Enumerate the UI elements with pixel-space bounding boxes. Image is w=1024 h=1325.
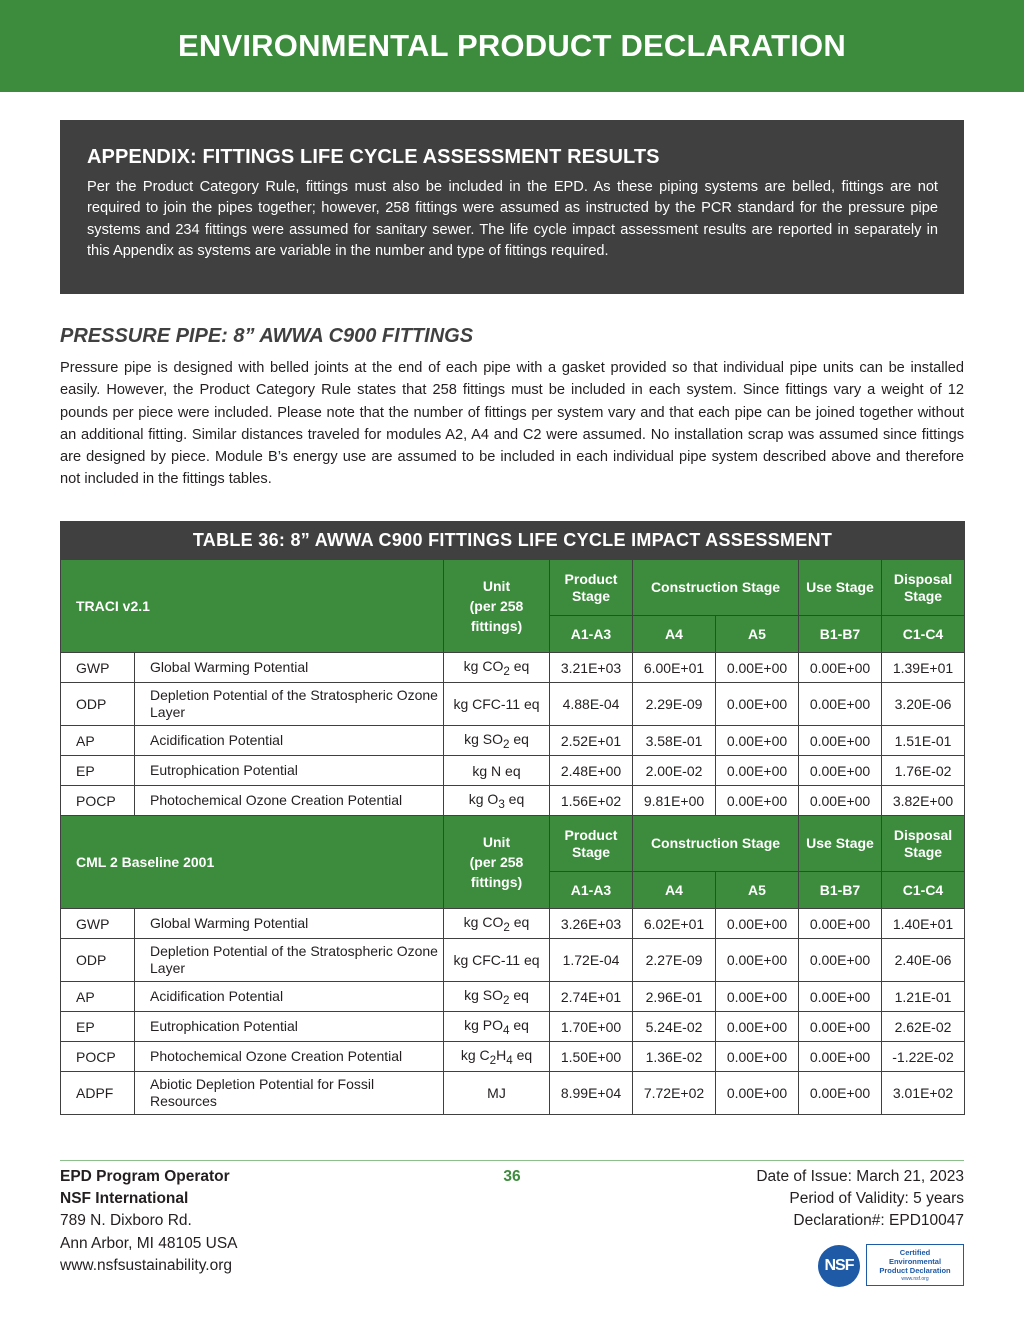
indicator-abbr: GWP: [61, 909, 135, 939]
unit-suffix: eq: [509, 730, 529, 747]
header-banner: [0, 0, 1024, 92]
module-header-b1b7: B1-B7: [799, 872, 882, 909]
indicator-abbr: AP: [61, 726, 135, 756]
cert-line-3: Product Declaration: [879, 1266, 951, 1275]
unit-suffix: eq: [509, 986, 529, 1003]
operator-website[interactable]: www.nsfsustainability.org: [60, 1256, 233, 1274]
value-a5: 0.00E+00: [716, 1012, 799, 1042]
indicator-description: Eutrophication Potential: [135, 1012, 444, 1042]
value-a5: 0.00E+00: [716, 1072, 799, 1115]
product-stage-header: Product Stage: [550, 560, 633, 616]
table-row: [61, 726, 965, 756]
method-label: TRACI v2.1: [61, 560, 444, 653]
table-row: [61, 1042, 965, 1072]
indicator-description: Depletion Potential of the Stratospheric Ozone Layer: [135, 939, 444, 982]
indicator-unit: [444, 653, 550, 683]
unit-text: kg SO: [464, 730, 503, 747]
unit-text: MJ: [487, 1085, 506, 1101]
indicator-unit: [444, 1042, 550, 1072]
module-header-a4: A4: [633, 616, 716, 653]
indicator-description: Abiotic Depletion Potential for Fossil Resources: [135, 1072, 444, 1115]
unit-header-line: (per 258: [469, 854, 524, 870]
indicator-abbr: ODP: [61, 939, 135, 982]
unit-suffix-2: eq: [512, 1046, 533, 1063]
indicator-unit: [444, 1012, 550, 1042]
indicator-abbr: EP: [61, 756, 135, 786]
value-b1b7: 0.00E+00: [799, 683, 882, 726]
value-b1b7: 0.00E+00: [799, 909, 882, 939]
construction-stage-header: Construction Stage: [633, 816, 799, 872]
indicator-abbr: GWP: [61, 653, 135, 683]
unit-subscript-2: 4: [506, 1053, 513, 1067]
unit-suffix: H: [496, 1046, 507, 1063]
value-c1c4: 3.20E-06: [882, 683, 965, 726]
value-a1a3: 2.48E+00: [550, 756, 633, 786]
table-row: [61, 939, 965, 982]
indicator-abbr: ADPF: [61, 1072, 135, 1115]
unit-text: kg PO: [464, 1016, 503, 1033]
value-a4: 1.36E-02: [633, 1042, 716, 1072]
value-a4: 6.02E+01: [633, 909, 716, 939]
value-a5: 0.00E+00: [716, 653, 799, 683]
certification-badge: [866, 1244, 964, 1286]
page-number: 36: [503, 1168, 521, 1185]
cert-line-2: Environmental: [888, 1257, 942, 1266]
unit-header-line: Unit: [482, 834, 511, 850]
module-header-a4: A4: [633, 872, 716, 909]
nsf-logo-icon: NSF: [818, 1245, 860, 1287]
disposal-stage-header: Disposal Stage: [882, 560, 965, 616]
module-header-c1c4: C1-C4: [882, 872, 965, 909]
value-b1b7: 0.00E+00: [799, 726, 882, 756]
group-header-row: [61, 560, 965, 616]
unit-header-line: fittings): [470, 874, 523, 890]
group-header-row: [61, 816, 965, 872]
unit-header: [444, 816, 550, 909]
unit-text: kg SO: [464, 986, 503, 1003]
unit-subscript: 2: [502, 993, 510, 1007]
indicator-unit: [444, 726, 550, 756]
indicator-abbr: EP: [61, 1012, 135, 1042]
table-caption: TABLE 36: 8” AWWA C900 FITTINGS LIFE CYCLE IMPACT ASSESSMENT: [61, 522, 965, 560]
page-title: ENVIRONMENTAL PRODUCT DECLARATION: [178, 28, 846, 63]
value-b1b7: 0.00E+00: [799, 653, 882, 683]
value-a5: 0.00E+00: [716, 756, 799, 786]
value-a1a3: 3.21E+03: [550, 653, 633, 683]
footer-operator: [60, 1166, 238, 1277]
use-stage-header: Use Stage: [799, 816, 882, 872]
value-b1b7: 0.00E+00: [799, 1012, 882, 1042]
section-body: Pressure pipe is designed with belled joints at the end of each pipe with a gasket provided so that individual pipe units can be installed easily. However, the Product Category Rule states that 258 fittings must be included in each system. Since fittings vary a weight of 12 pounds per piece were included. Please note that the number of fittings per system vary and that each pipe can be joined together without an additional fitting. Similar distances traveled for modules A2, A4 and C2 were assumed. No installation scrap was assumed since fittings are designed by piece. Module B’s energy use are assumed to be included in each individual pipe system described above and therefore not included in the fittings tables.: [60, 360, 964, 488]
value-b1b7: 0.00E+00: [799, 1042, 882, 1072]
table-row: [61, 1072, 965, 1115]
table-row: [61, 756, 965, 786]
appendix-body: Per the Product Category Rule, fittings must also be included in the EPD. As these piping systems are belled, fittings are not required to join the pipes together; however, 258 fittings were assumed as instructed by the PCR standard for the pressure pipe systems and 234 fittings were assumed for sanitary sewer. The life cycle impact assessment results are reported in separately in this Appendix as systems are variable in the number and type of fittings required.: [87, 179, 938, 259]
cert-line-4: www.nsf.org: [901, 1276, 929, 1282]
unit-suffix: eq: [509, 1016, 529, 1033]
construction-stage-header: Construction Stage: [633, 560, 799, 616]
value-a5: 0.00E+00: [716, 786, 799, 816]
unit-subscript: 2: [503, 920, 510, 934]
declaration-number: Declaration#: EPD10047: [793, 1212, 964, 1230]
footer-divider: [60, 1160, 964, 1161]
operator-label: EPD Program Operator: [60, 1168, 230, 1185]
operator-address-2: Ann Arbor, MI 48105 USA: [60, 1234, 238, 1252]
section-title: PRESSURE PIPE: 8” AWWA C900 FITTINGS: [60, 325, 474, 347]
method-label: CML 2 Baseline 2001: [61, 816, 444, 909]
value-a5: 0.00E+00: [716, 1042, 799, 1072]
value-a1a3: 2.74E+01: [550, 982, 633, 1012]
indicator-abbr: AP: [61, 982, 135, 1012]
value-c1c4: 2.40E-06: [882, 939, 965, 982]
value-c1c4: 3.01E+02: [882, 1072, 965, 1115]
indicator-unit: [444, 786, 550, 816]
unit-text: kg CO: [463, 657, 504, 674]
value-a4: 7.72E+02: [633, 1072, 716, 1115]
indicator-description: Depletion Potential of the Stratospheric Ozone Layer: [135, 683, 444, 726]
unit-text: kg O: [468, 790, 499, 807]
value-a4: 3.58E-01: [633, 726, 716, 756]
table-row: [61, 909, 965, 939]
value-a4: 2.96E-01: [633, 982, 716, 1012]
indicator-unit: [444, 939, 550, 982]
module-header-a1a3: A1-A3: [550, 616, 633, 653]
indicator-abbr: POCP: [61, 786, 135, 816]
footer-issue-info: [756, 1166, 964, 1233]
indicator-description: Photochemical Ozone Creation Potential: [135, 786, 444, 816]
unit-subscript: 3: [498, 797, 505, 811]
unit-subscript: 2: [489, 1053, 497, 1067]
indicator-description: Acidification Potential: [135, 982, 444, 1012]
value-b1b7: 0.00E+00: [799, 982, 882, 1012]
value-a5: 0.00E+00: [716, 683, 799, 726]
value-c1c4: 1.21E-01: [882, 982, 965, 1012]
table-row: [61, 982, 965, 1012]
unit-text: kg CFC-11 eq: [453, 952, 540, 968]
indicator-abbr: POCP: [61, 1042, 135, 1072]
value-a1a3: 8.99E+04: [550, 1072, 633, 1115]
unit-suffix: eq: [504, 790, 525, 807]
unit-header: [444, 560, 550, 653]
table-row: [61, 653, 965, 683]
value-a4: 2.00E-02: [633, 756, 716, 786]
product-stage-header: Product Stage: [550, 816, 633, 872]
value-a5: 0.00E+00: [716, 726, 799, 756]
value-a4: 2.29E-09: [633, 683, 716, 726]
value-a5: 0.00E+00: [716, 939, 799, 982]
indicator-unit: [444, 683, 550, 726]
value-a1a3: 4.88E-04: [550, 683, 633, 726]
value-a1a3: 1.72E-04: [550, 939, 633, 982]
indicator-description: Eutrophication Potential: [135, 756, 444, 786]
module-header-a5: A5: [716, 872, 799, 909]
unit-header-line: Unit: [482, 578, 511, 594]
unit-header-line: fittings): [470, 618, 523, 634]
unit-header-line: (per 258: [469, 598, 524, 614]
appendix-box: [60, 120, 964, 294]
indicator-unit: [444, 982, 550, 1012]
value-b1b7: 0.00E+00: [799, 1072, 882, 1115]
date-of-issue: Date of Issue: March 21, 2023: [756, 1168, 964, 1185]
value-a4: 9.81E+00: [633, 786, 716, 816]
value-c1c4: 2.62E-02: [882, 1012, 965, 1042]
value-c1c4: 1.39E+01: [882, 653, 965, 683]
unit-subscript: 4: [502, 1023, 510, 1037]
unit-text: kg N eq: [472, 762, 521, 779]
module-header-a1a3: A1-A3: [550, 872, 633, 909]
indicator-description: Global Warming Potential: [135, 653, 444, 683]
value-b1b7: 0.00E+00: [799, 786, 882, 816]
table-row: [61, 1012, 965, 1042]
unit-subscript: 2: [503, 664, 510, 678]
use-stage-header: Use Stage: [799, 560, 882, 616]
indicator-description: Photochemical Ozone Creation Potential: [135, 1042, 444, 1072]
table-row: [61, 683, 965, 726]
value-a1a3: 3.26E+03: [550, 909, 633, 939]
indicator-description: Acidification Potential: [135, 726, 444, 756]
indicator-abbr: ODP: [61, 683, 135, 726]
value-a5: 0.00E+00: [716, 982, 799, 1012]
period-of-validity: Period of Validity: 5 years: [789, 1190, 964, 1208]
value-c1c4: 1.40E+01: [882, 909, 965, 939]
value-a1a3: 1.50E+00: [550, 1042, 633, 1072]
unit-suffix: eq: [509, 913, 530, 930]
value-c1c4: -1.22E-02: [882, 1042, 965, 1072]
value-a1a3: 2.52E+01: [550, 726, 633, 756]
table-row: [61, 786, 965, 816]
disposal-stage-header: Disposal Stage: [882, 816, 965, 872]
value-a5: 0.00E+00: [716, 909, 799, 939]
unit-text: kg CO: [463, 913, 504, 930]
value-a1a3: 1.70E+00: [550, 1012, 633, 1042]
unit-suffix: eq: [509, 657, 530, 674]
value-a4: 2.27E-09: [633, 939, 716, 982]
module-header-a5: A5: [716, 616, 799, 653]
value-a1a3: 1.56E+02: [550, 786, 633, 816]
appendix-title: APPENDIX: FITTINGS LIFE CYCLE ASSESSMENT RESULTS: [87, 146, 660, 168]
value-b1b7: 0.00E+00: [799, 756, 882, 786]
value-c1c4: 1.76E-02: [882, 756, 965, 786]
value-a4: 6.00E+01: [633, 653, 716, 683]
value-b1b7: 0.00E+00: [799, 939, 882, 982]
operator-org: NSF International: [60, 1190, 189, 1208]
operator-address-1: 789 N. Dixboro Rd.: [60, 1212, 192, 1230]
unit-text: kg C: [460, 1046, 490, 1063]
value-c1c4: 1.51E-01: [882, 726, 965, 756]
value-c1c4: 3.82E+00: [882, 786, 965, 816]
indicator-unit: [444, 909, 550, 939]
unit-text: kg CFC-11 eq: [453, 696, 540, 712]
module-header-c1c4: C1-C4: [882, 616, 965, 653]
indicator-unit: [444, 1072, 550, 1115]
cert-line-1: Certified: [899, 1248, 931, 1257]
indicator-unit: [444, 756, 550, 786]
lcia-table: [60, 521, 965, 1115]
indicator-description: Global Warming Potential: [135, 909, 444, 939]
value-a4: 5.24E-02: [633, 1012, 716, 1042]
unit-subscript: 2: [502, 737, 510, 751]
module-header-b1b7: B1-B7: [799, 616, 882, 653]
